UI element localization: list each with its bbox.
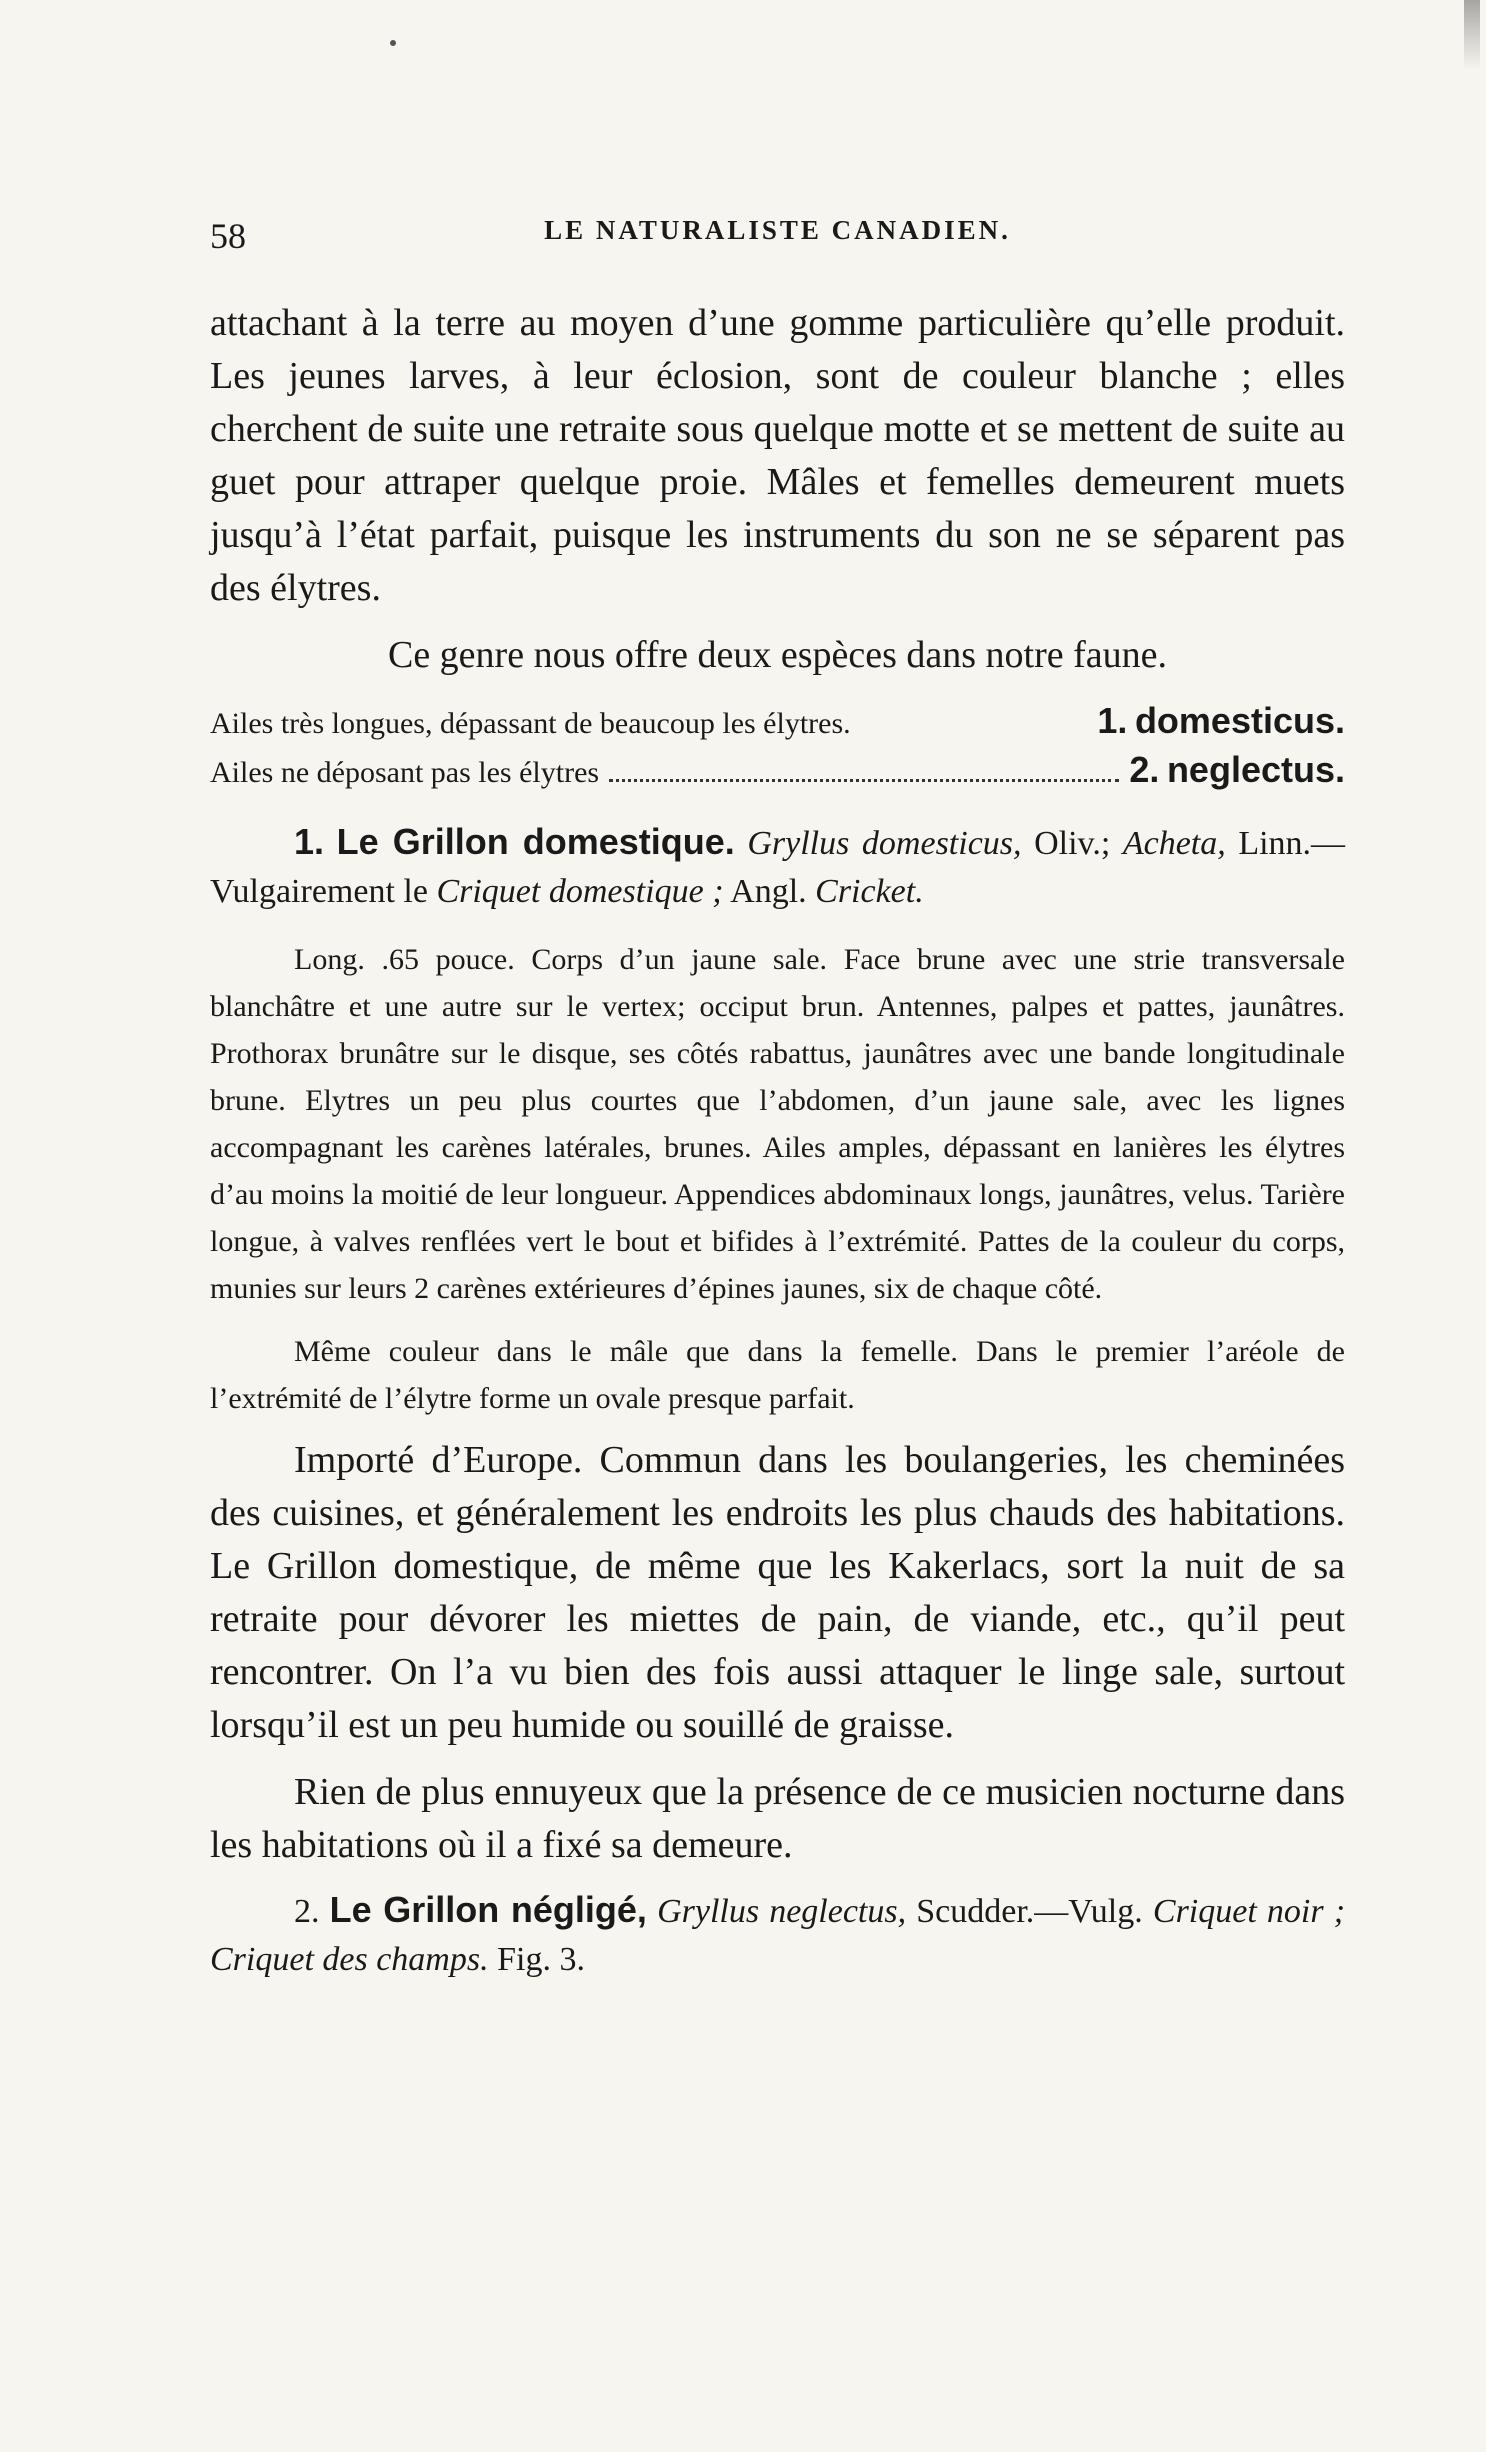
paragraph-larvae: attachant à la terre au moyen d’une gomme particulière qu’elle produit. Les jeunes larves, à leur éclosion, sont de couleur blanche ; elles cherchent de suite une retraite sous quelque motte et se mettent de suite au guet pour attraper quelque proie. Mâles et femelles demeurent muets jusqu’à l’état parfait, puisque les instruments du son ne se séparent pas des élytres. — [210, 302, 1345, 609]
species-1-latin: Gryllus domesticus, — [747, 825, 1022, 862]
species-1-vernacular: Criquet domestique ; — [436, 873, 724, 910]
key-row-2-num: 2. — [1129, 749, 1160, 790]
key-row-1-num: 1. — [1097, 700, 1128, 741]
page-content — [210, 215, 1345, 1988]
species-1-name: Le Grillon domestique. — [336, 821, 735, 862]
ink-speck — [390, 40, 396, 46]
key-row-1-name: domesticus. — [1134, 700, 1345, 741]
species-1-angl: Angl. — [730, 873, 807, 910]
page-number: 58 — [210, 216, 246, 256]
species-1-english: Cricket. — [815, 873, 924, 910]
key-row-1 — [210, 698, 1345, 747]
description-2: Même couleur dans le mâle que dans la femelle. Dans le premier l’aréole de l’extrémité de l’élytre forme un ovale presque parfait. — [210, 1335, 1345, 1415]
species-1-alt-latin: Acheta, — [1122, 825, 1226, 862]
species-2-name: Le Grillon négligé, — [329, 1889, 647, 1930]
paragraph-nuisance: Rien de plus ennuyeux que la présence de ce musicien nocturne dans les habitations où il a fixé sa demeure. — [210, 1771, 1345, 1866]
species-2-number: 2. — [294, 1893, 320, 1930]
paragraph-genus: Ce genre nous offre deux espèces dans notre faune. — [387, 634, 1168, 676]
species-1-rest: Linn.—Vulgairement le — [210, 825, 1346, 910]
species-1-heading — [210, 818, 1345, 916]
description-1: Long. .65 pouce. Corps d’un jaune sale. Face brune avec une strie transversale blanchâtre et une autre sur le vertex; occiput brun. Antennes, palpes et pattes, jaunâtres. Prothorax brunâtre sur le disque, ses côtés rabattus, jaunâtres avec une bande longitudinale brune. Elytres un peu plus courtes que l’abdomen, d’un jaune sale, avec les lignes accompagnant les carènes latérales, brunes. Ailes amples, dépassant en lanières les élytres d’au moins la moitié de leur longueur. Appendices abdominaux longs, jaunâtres, velus. Tarière longue, à valves renflées vert le bout et bifides à l’extrémité. Pattes de la couleur du corps, munies sur leurs 2 carènes extérieures d’épines jaunes, six de chaque côté. — [210, 943, 1345, 1305]
species-2-fig: Fig. 3. — [497, 1941, 585, 1978]
key-row-2-text: Ailes ne déposant pas les élytres — [210, 756, 600, 789]
key-row-1-text: Ailes très longues, dépassant de beaucoup les élytres. — [210, 707, 851, 740]
key-row-2 — [210, 747, 1345, 796]
species-2-author: Scudder.—Vulg. — [916, 1893, 1143, 1930]
species-2-vernacular: Criquet noir ; Criquet des champs. — [210, 1893, 1346, 1978]
species-1-author: Oliv.; — [1034, 825, 1111, 862]
key-row-2-name: neglectus. — [1166, 749, 1345, 790]
leader-dots — [609, 779, 1119, 782]
running-head: LE NATURALISTE CANADIEN. — [544, 215, 1011, 245]
species-1-number: 1. — [294, 821, 325, 862]
page-header — [210, 215, 1345, 275]
species-key — [210, 698, 1345, 796]
page-edge-mark — [1464, 0, 1480, 70]
species-2-latin: Gryllus neglectus, — [657, 1893, 907, 1930]
paragraph-habitat: Importé d’Europe. Commun dans les boulangeries, les cheminées des cuisines, et généralement les endroits les plus chauds des habitations. Le Grillon domestique, de même que les Kakerlacs, sort la nuit de sa retraite pour dévorer les miettes de pain, de viande, etc., qu’il peut rencontrer. On l’a vu bien des fois aussi attaquer le linge sale, surtout lorsqu’il est un peu humide ou souillé de graisse. — [210, 1439, 1345, 1746]
species-2-heading — [210, 1886, 1345, 1984]
